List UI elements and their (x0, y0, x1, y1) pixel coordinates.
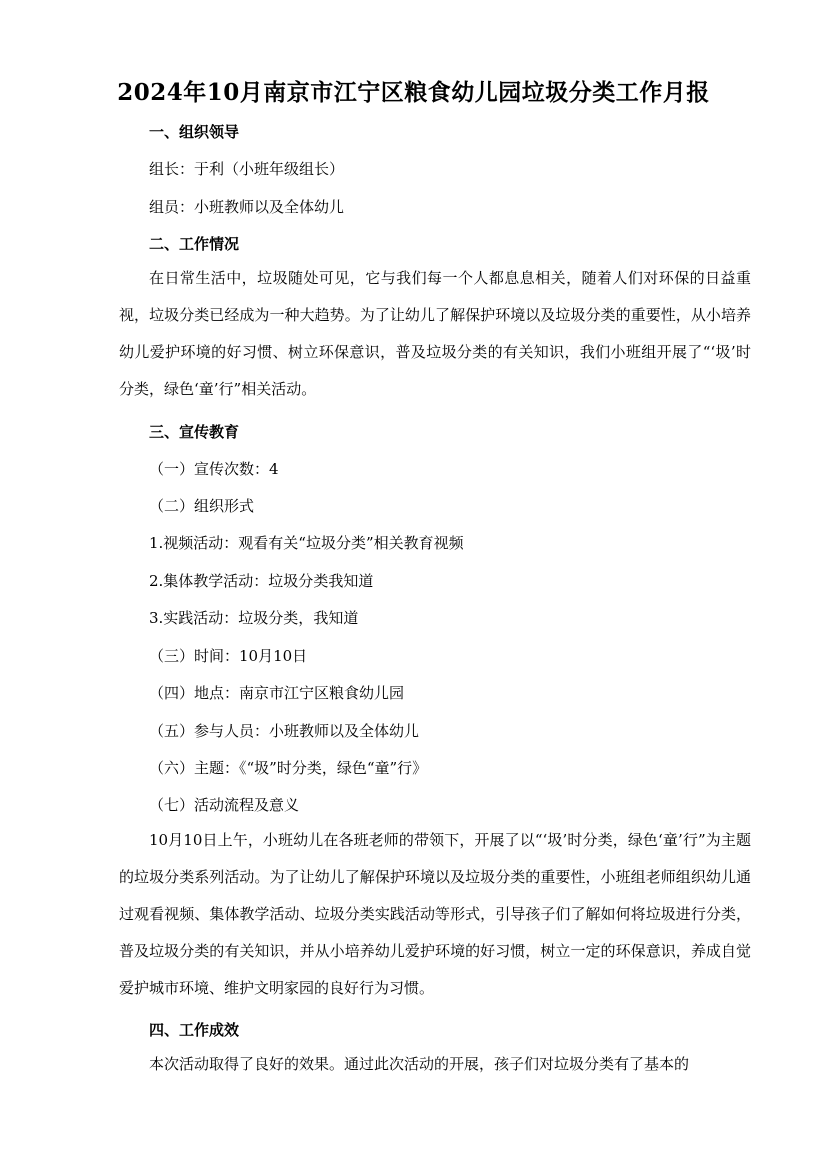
org-members: 组员：小班教师以及全体幼儿 (149, 198, 345, 216)
edu-item: 1.视频活动：观看有关“垃圾分类”相关教育视频 (149, 534, 464, 552)
edu-item: 3.实践活动：垃圾分类，我知道 (149, 609, 359, 627)
document-title: 2024年10月南京市江宁区粮食幼儿园垃圾分类工作月报 (117, 79, 710, 106)
edu-item: （五）参与人员：小班教师以及全体幼儿 (149, 722, 420, 740)
edu-item: （三）时间：10月10日 (149, 647, 308, 665)
section-heading-org: 一、组织领导 (149, 123, 240, 141)
edu-item: （四）地点：南京市江宁区粮食幼儿园 (149, 684, 405, 702)
edu-item: （二）组织形式 (149, 497, 255, 515)
edu-paragraph: 10月10日上午，小班幼儿在各班老师的带领下，开展了以“‘圾’时分类，绿色‘童’行”为主题的垃圾分类系列活动。为了让幼儿了解保护环境以及垃圾分类的重要性，小班组老师组织幼儿通过观看视频、集体教学活动、垃圾分类实践活动等形式，引导孩子们了解如何将垃圾进行分类，普及垃圾分类的有关知识，并从小培养幼儿爱护环境的好习惯，树立一定的环保意识，养成自觉爱护城市环境、维护文明家园的良好行为习惯。 (119, 831, 751, 997)
section-heading-edu: 三、宣传教育 (149, 423, 240, 441)
edu-item: 2.集体教学活动：垃圾分类我知道 (149, 572, 374, 590)
section-heading-result: 四、工作成效 (149, 1021, 240, 1039)
edu-item: （六）主题：《“圾”时分类，绿色“童”行》 (149, 759, 428, 777)
work-paragraph: 在日常生活中，垃圾随处可见，它与我们每一个人都息息相关，随着人们对环保的日益重视，垃圾分类已经成为一种大趋势。为了让幼儿了解保护环境以及垃圾分类的重要性，从小培养幼儿爱护环境的好习惯、树立环保意识，普及垃圾分类的有关知识，我们小班组开展了“‘圾’时分类，绿色‘童’行”相关活动。 (119, 269, 751, 398)
org-leader: 组长：于利（小班年级组长） (149, 160, 345, 178)
result-paragraph: 本次活动取得了良好的效果。通过此次活动的开展，孩子们对垃圾分类有了基本的 (149, 1055, 690, 1073)
edu-item: （七）活动流程及意义 (149, 796, 300, 814)
edu-item: （一）宣传次数：4 (149, 460, 279, 478)
section-heading-work: 二、工作情况 (149, 235, 240, 253)
